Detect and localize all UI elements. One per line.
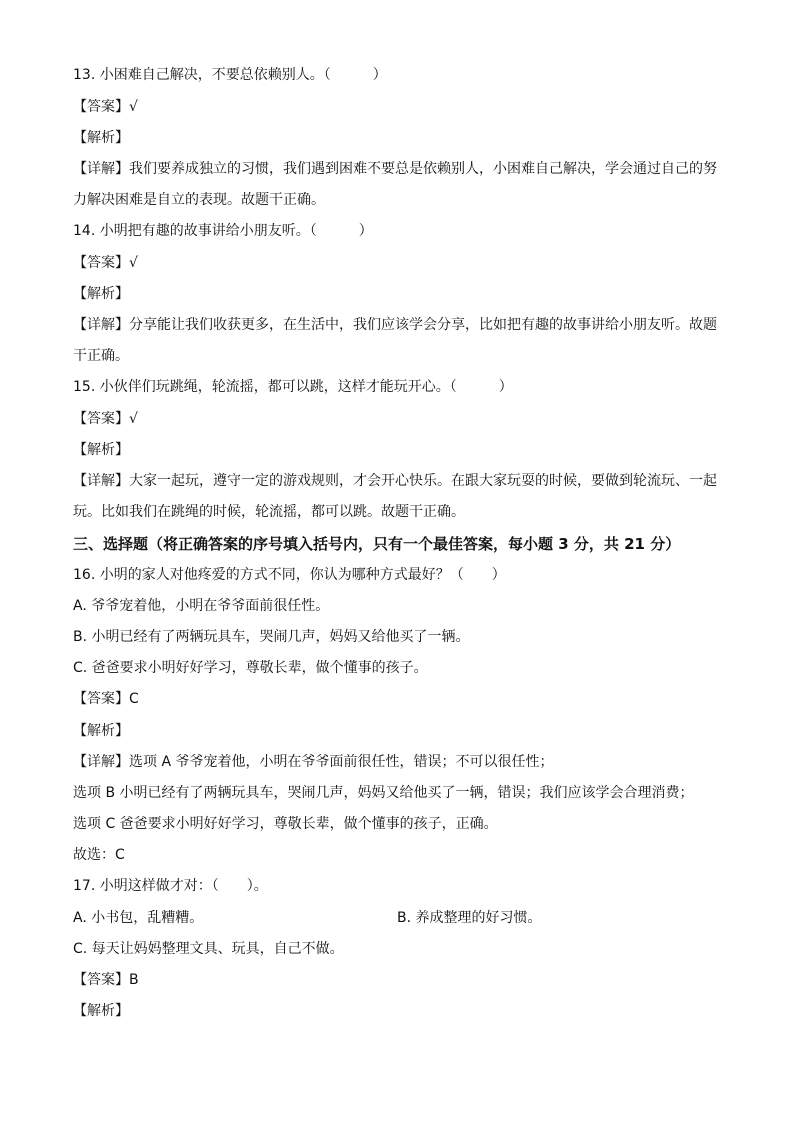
q16-option-b: B. 小明已经有了两辆玩具车，哭闹几声，妈妈又给他买了一辆。 [73,629,470,645]
section-3-title: 三、选择题（将正确答案的序号填入括号内，只有一个最佳答案，每小题 3 分，共 21 分） [73,535,681,553]
q16-detail-line-4: 故选：C [73,847,125,863]
q17-answer: 【答案】B [73,972,139,988]
q16-detail-line-1: 【详解】选项 A 爷爷宠着他，小明在爷爷面前很任性，错误；不可以很任性； [73,754,554,770]
q13-answer: 【答案】√ [73,99,138,115]
q17-analysis-label: 【解析】 [73,1003,129,1019]
q14-detail-line-2: 干正确。 [73,348,129,364]
q15-analysis-label: 【解析】 [73,442,129,458]
q17-option-b: B. 养成整理的好习惯。 [397,910,542,926]
q13-detail-line-1: 【详解】我们要养成独立的习惯，我们遇到困难不要总是依赖别人，小困难自己解决，学会通过自己的努 [73,161,717,177]
q16-analysis-label: 【解析】 [73,723,129,739]
q14-question: 14. 小明把有趣的故事讲给小朋友听。（ ） [73,223,373,239]
q15-question: 15. 小伙伴们玩跳绳，轮流摇，都可以跳，这样才能玩开心。（ ） [73,379,513,395]
q16-option-c: C. 爸爸要求小明好好学习，尊敬长辈，做个懂事的孩子。 [73,660,428,676]
q14-analysis-label: 【解析】 [73,286,129,302]
q17-option-a: A. 小书包，乱糟糟。 [73,910,204,926]
q15-detail-line-1: 【详解】大家一起玩，遵守一定的游戏规则，才会开心快乐。在跟大家玩耍的时候，要做到轮流玩、一起 [73,473,717,489]
q16-option-a: A. 爷爷宠着他，小明在爷爷面前很任性。 [73,598,330,614]
q17-option-c: C. 每天让妈妈整理文具、玩具，自己不做。 [73,941,344,957]
q16-detail-line-3: 选项 C 爸爸要求小明好好学习，尊敬长辈，做个懂事的孩子，正确。 [73,816,498,832]
q16-detail-line-2: 选项 B 小明已经有了两辆玩具车，哭闹几声，妈妈又给他买了一辆，错误；我们应该学会合理消费； [73,785,694,801]
q15-detail-line-2: 玩。比如我们在跳绳的时候，轮流摇，都可以跳。故题干正确。 [73,504,465,520]
q13-analysis-label: 【解析】 [73,130,129,146]
q17-question: 17. 小明这样做才对：（ ）。 [73,878,268,894]
q16-question: 16. 小明的家人对他疼爱的方式不同，你认为哪种方式最好？（ ） [73,567,506,583]
q14-answer: 【答案】√ [73,255,138,271]
q17-options-row [73,908,733,928]
q15-answer: 【答案】√ [73,411,138,427]
q16-answer: 【答案】C [73,691,139,707]
q13-detail-line-2: 力解决困难是自立的表现。故题干正确。 [73,192,325,208]
q14-detail-line-1: 【详解】分享能让我们收获更多，在生活中，我们应该学会分享，比如把有趣的故事讲给小朋友听。故题 [73,317,717,333]
q13-question: 13. 小困难自己解决，不要总依赖别人。（ ） [73,67,387,83]
